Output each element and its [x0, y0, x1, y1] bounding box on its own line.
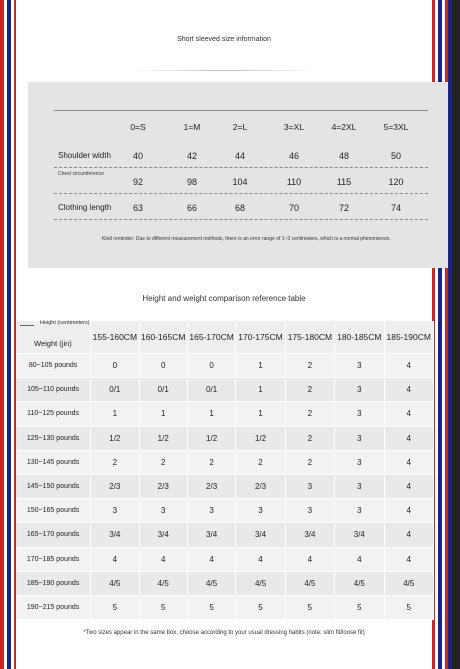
size-cell: 4/5 [91, 571, 139, 595]
size-cell: 4 [187, 547, 235, 571]
size-cell: 2 [285, 426, 334, 450]
size-cell: 2 [285, 378, 334, 402]
size-header: 0=S [130, 122, 146, 132]
table-body [16, 354, 434, 620]
size-cell: 2 [187, 450, 235, 474]
size-table-top-rule [54, 110, 428, 111]
size-value: 48 [338, 151, 349, 161]
corner-cell [16, 321, 91, 354]
size-cell: 0/1 [91, 378, 139, 402]
weight-label: 165~170 pounds [16, 523, 91, 547]
size-cell: 3 [335, 474, 384, 498]
size-cell: 4 [91, 547, 139, 571]
table-row [16, 499, 434, 523]
size-cell: 5 [236, 595, 285, 619]
height-header: 185-190CM [384, 321, 433, 354]
table-row [16, 354, 434, 378]
table-row [16, 450, 434, 474]
size-value: 46 [288, 151, 299, 161]
size-cell: 1/2 [236, 426, 285, 450]
size-cell: 3/4 [335, 523, 384, 547]
size-cell: 4/5 [187, 571, 235, 595]
size-cell: 4/5 [384, 571, 433, 595]
kind-reminder: Kind reminder: Due to different measurement methods, there is an error range of 1~3 centimeters, which is a normal phenomenon. [102, 236, 391, 242]
size-cell: 2 [285, 402, 334, 426]
size-info-panel [28, 82, 448, 268]
table-header-row [16, 321, 434, 354]
page-content [16, 0, 432, 669]
size-cell: 4 [384, 450, 433, 474]
size-header: 5=3XL [383, 122, 409, 132]
size-cell: 3/4 [236, 523, 285, 547]
size-value: 104 [232, 177, 248, 187]
corner-weight-label: Weight (jin) [34, 339, 72, 348]
table-row [16, 474, 434, 498]
size-cell: 5 [384, 595, 433, 619]
size-cell: 4 [384, 426, 433, 450]
size-cell: 0/1 [139, 378, 187, 402]
table-row [16, 571, 434, 595]
size-value: 40 [132, 151, 143, 161]
size-cell: 3 [139, 499, 187, 523]
weight-label: 185~190 pounds [16, 571, 91, 595]
size-cell: 0 [187, 354, 235, 378]
weight-label: 105~110 pounds [16, 378, 91, 402]
size-cell: 4 [236, 547, 285, 571]
size-cell: 3 [335, 450, 384, 474]
size-cell: 5 [139, 595, 187, 619]
size-value: 92 [132, 177, 143, 187]
size-cell: 1 [139, 402, 187, 426]
size-cell: 1 [91, 402, 139, 426]
size-cell: 3 [335, 378, 384, 402]
size-cell: 3 [285, 499, 334, 523]
size-cell: 2/3 [236, 474, 285, 498]
size-cell: 3/4 [139, 523, 187, 547]
height-header: 180-185CM [335, 321, 384, 354]
size-cell: 3 [335, 354, 384, 378]
size-cell: 4/5 [285, 571, 334, 595]
size-cell: 3/4 [187, 523, 235, 547]
size-cell: 1 [236, 378, 285, 402]
size-header: 3=XL [283, 122, 305, 132]
size-cell: 3/4 [91, 523, 139, 547]
right-stripe-dark [452, 0, 460, 669]
size-value: 63 [132, 203, 143, 213]
size-cell: 3 [187, 499, 235, 523]
size-cell: 4 [384, 402, 433, 426]
size-cell: 4 [384, 474, 433, 498]
size-value: 44 [234, 151, 245, 161]
size-row-chest [54, 168, 428, 194]
weight-label: 110~125 pounds [16, 402, 91, 426]
size-value: 72 [338, 203, 349, 213]
size-cell: 3 [285, 474, 334, 498]
size-cell: 3 [335, 499, 384, 523]
size-cell: 4 [335, 547, 384, 571]
height-header: 155-160CM [91, 321, 139, 354]
size-cell: 2/3 [139, 474, 187, 498]
size-cell: 4 [139, 547, 187, 571]
size-value: 74 [390, 203, 401, 213]
size-row-shoulder [54, 142, 428, 168]
row-label: Chest circumference [58, 171, 104, 177]
size-value: 70 [288, 203, 299, 213]
size-cell: 1/2 [91, 426, 139, 450]
size-cell: 2 [139, 450, 187, 474]
table-row [16, 523, 434, 547]
size-cell: 4 [384, 354, 433, 378]
title-divider [136, 70, 316, 71]
height-header: 175-180CM [285, 321, 334, 354]
size-cell: 4 [384, 378, 433, 402]
table-row [16, 402, 434, 426]
size-cell: 5 [335, 595, 384, 619]
size-row-length [54, 194, 428, 220]
size-cell: 3 [335, 402, 384, 426]
size-cell: 4/5 [139, 571, 187, 595]
size-cell: 2 [285, 450, 334, 474]
size-value: 66 [186, 203, 197, 213]
size-cell: 2/3 [91, 474, 139, 498]
size-cell: 4 [285, 547, 334, 571]
size-value: 110 [286, 177, 302, 187]
size-value: 115 [336, 177, 352, 187]
corner-height-label: Height (centimeters) [40, 320, 90, 326]
weight-label: 125~130 pounds [16, 426, 91, 450]
row-label: Shoulder width [58, 151, 111, 160]
row-label: Clothing length [58, 203, 112, 212]
size-value: 120 [388, 177, 404, 187]
size-cell: 1 [236, 354, 285, 378]
size-cell: 3 [236, 499, 285, 523]
weight-label: 80~105 pounds [16, 354, 91, 378]
size-cell: 2/3 [187, 474, 235, 498]
size-cell: 1/2 [187, 426, 235, 450]
weight-label: 170~185 pounds [16, 547, 91, 571]
size-cell: 3 [91, 499, 139, 523]
size-cell: 4 [384, 547, 433, 571]
size-value: 50 [390, 151, 401, 161]
weight-label: 145~150 pounds [16, 474, 91, 498]
height-header: 165-170CM [187, 321, 235, 354]
diagonal-rule [20, 325, 34, 326]
weight-label: 150~165 pounds [16, 499, 91, 523]
size-cell: 5 [285, 595, 334, 619]
size-cell: 1/2 [139, 426, 187, 450]
size-cell: 2 [285, 354, 334, 378]
size-header: 1=M [183, 122, 201, 132]
size-cell: 3/4 [285, 523, 334, 547]
size-value: 42 [186, 151, 197, 161]
footnote: *Two sizes appear in the same box, choose according to your usual dressing habits (note: slim fit/loose fit) [83, 630, 365, 636]
table-row [16, 547, 434, 571]
size-cell: 1 [236, 402, 285, 426]
size-cell: 4/5 [236, 571, 285, 595]
size-info-title: Short sleeved size information [177, 36, 271, 43]
size-cell: 0/1 [187, 378, 235, 402]
height-weight-table [16, 321, 434, 620]
height-header: 160-165CM [139, 321, 187, 354]
size-cell: 1 [187, 402, 235, 426]
table-row [16, 426, 434, 450]
size-cell: 5 [91, 595, 139, 619]
size-cell: 4 [384, 523, 433, 547]
weight-label: 190~215 pounds [16, 595, 91, 619]
size-cell: 0 [91, 354, 139, 378]
size-cell: 2 [91, 450, 139, 474]
weight-label: 130~145 pounds [16, 450, 91, 474]
size-value: 98 [186, 177, 197, 187]
height-header: 170-175CM [236, 321, 285, 354]
size-cell: 0 [139, 354, 187, 378]
size-cell: 4/5 [335, 571, 384, 595]
size-value: 68 [234, 203, 245, 213]
size-cell: 5 [187, 595, 235, 619]
size-cell: 3 [335, 426, 384, 450]
size-header: 2=L [232, 122, 248, 132]
size-cell: 2 [236, 450, 285, 474]
size-header: 4=2XL [331, 122, 357, 132]
size-cell: 4 [384, 499, 433, 523]
table-row [16, 378, 434, 402]
comparison-title: Height and weight comparison reference table [142, 294, 306, 303]
table-row [16, 595, 434, 619]
